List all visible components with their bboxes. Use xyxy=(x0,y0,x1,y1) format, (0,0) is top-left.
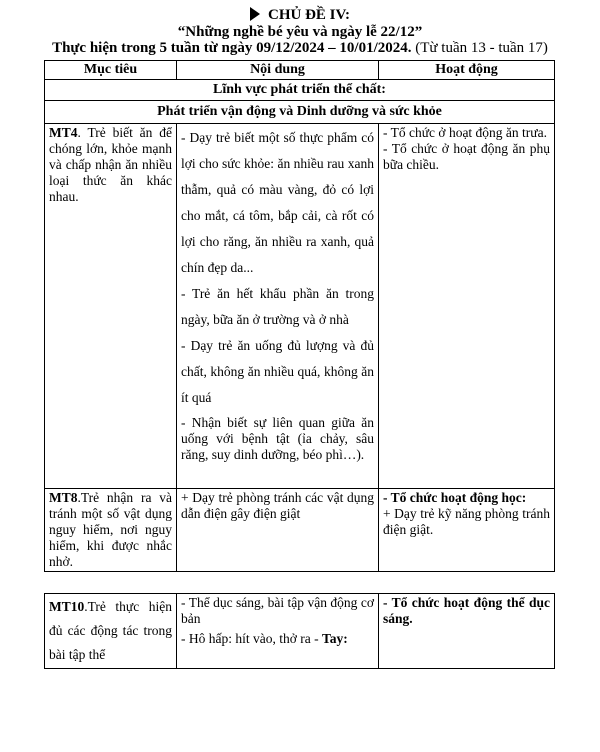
goal-text: .Trẻ thực hiện đủ các động tác trong bài tập thể xyxy=(49,599,172,662)
plan-table xyxy=(44,60,555,572)
content-cell xyxy=(177,124,379,489)
goal-code: MT8 xyxy=(49,490,78,505)
triangle-bullet-icon xyxy=(250,7,260,21)
goal-text: .Trẻ nhận ra và tránh một số vật dụng nguy hiểm, nơi nguy hiểm, khi được nhắc nhở. xyxy=(49,490,172,569)
goal-code: MT10 xyxy=(49,599,85,614)
topic-subtitle: “Những nghề bé yêu và ngày lễ 22/12” xyxy=(177,24,423,40)
table-row xyxy=(45,124,555,489)
table-header-row xyxy=(45,61,555,80)
period-line xyxy=(0,40,600,57)
table-row xyxy=(45,594,555,669)
content-item: - Hô hấp: hít vào, thở ra - Tay: xyxy=(181,631,348,646)
content-item: - Dạy trẻ ăn uống đủ lượng và đủ chất, không ăn nhiều quá, không ăn ít quá xyxy=(181,338,374,405)
period-dates: Thực hiện trong 5 tuần từ ngày 09/12/2024 – 10/01/2024. xyxy=(52,40,412,56)
activity-cell xyxy=(379,124,555,489)
plan-table-continued xyxy=(44,593,555,669)
column-header-activity: Hoạt động xyxy=(379,61,555,80)
goal-cell xyxy=(45,489,177,572)
topic-title-text: CHỦ ĐỀ IV: xyxy=(268,7,350,23)
activity-item: + Dạy trẻ kỹ năng phòng tránh điện giật. xyxy=(383,506,550,537)
activity-cell xyxy=(379,594,555,669)
domain-heading: Lĩnh vực phát triển thể chất: xyxy=(45,80,555,101)
goal-cell xyxy=(45,594,177,669)
period-weeks: (Từ tuần 13 - tuần 17) xyxy=(411,40,548,56)
content-item: + Dạy trẻ phòng tránh các vật dụng dẫn điện gây điện giật xyxy=(181,490,374,521)
activity-heading: - Tổ chức hoạt động học: xyxy=(383,490,527,505)
column-header-content: Nội dung xyxy=(177,61,379,80)
content-item: - Nhận biết sự liên quan giữa ăn uống với bệnh tật (ỉa chảy, sâu răng, suy dinh dưỡng, béo phì…). xyxy=(181,415,374,462)
column-header-goal: Mục tiêu xyxy=(45,61,177,80)
document-header xyxy=(0,7,600,57)
activity-heading: - Tổ chức hoạt động thể dục sáng. xyxy=(383,595,550,626)
goal-code: MT4 xyxy=(49,125,78,140)
table-row xyxy=(45,489,555,572)
subdomain-heading: Phát triển vận động và Dinh dưỡng và sức khỏe xyxy=(45,101,555,124)
content-cell xyxy=(177,489,379,572)
goal-cell xyxy=(45,124,177,489)
content-item: - Thể dục sáng, bài tập vận động cơ bản xyxy=(181,595,374,626)
content-item: - Trẻ ăn hết khẩu phần ăn trong ngày, bữa ăn ở trường và ở nhà xyxy=(181,286,374,327)
content-item: - Dạy trẻ biết một số thực phẩm có lợi cho sức khỏe: ăn nhiều rau xanh thẫm, quả có màu vàng, đỏ có lợi cho mắt, cá tôm, bắp cải, cà rốt có lợi cho răng, ăn nhiều ra xanh, quả chín đẹp da... xyxy=(181,130,374,275)
domain-row xyxy=(45,80,555,101)
subdomain-row xyxy=(45,101,555,124)
activity-cell xyxy=(379,489,555,572)
goal-text: . Trẻ biết ăn để chóng lớn, khỏe mạnh và chấp nhận ăn nhiều loại thức ăn khác nhau. xyxy=(49,125,172,204)
activity-item: - Tổ chức ở hoạt động ăn trưa. xyxy=(383,125,547,140)
activity-item: - Tổ chức ở hoạt động ăn phụ bữa chiều. xyxy=(383,141,550,172)
topic-title xyxy=(0,7,600,24)
content-cell xyxy=(177,594,379,669)
